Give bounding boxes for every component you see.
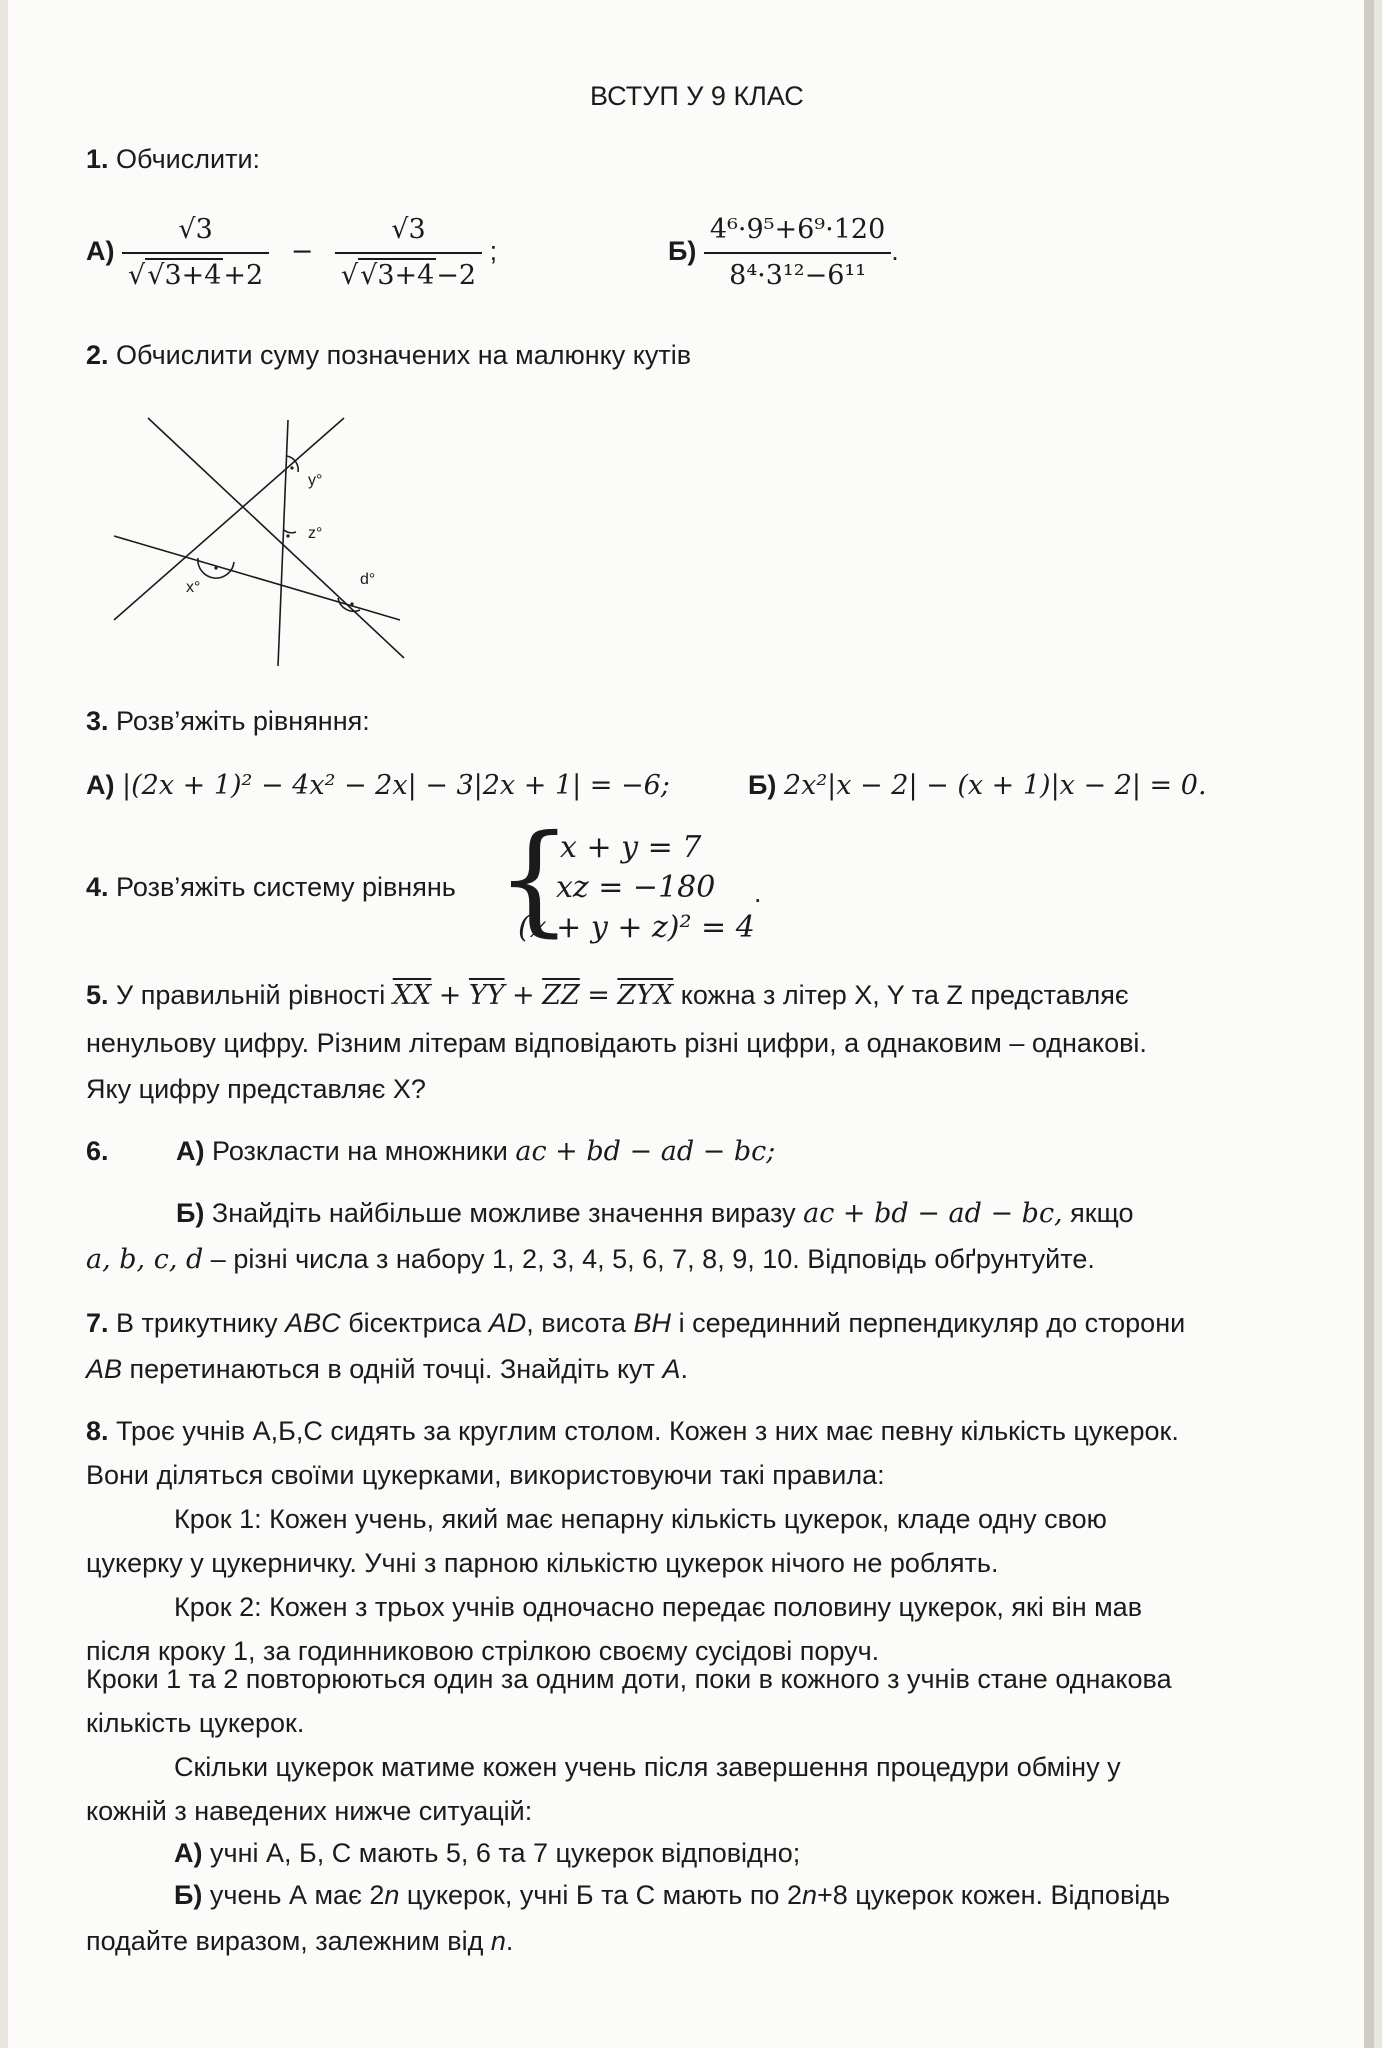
problem-number: 5. — [86, 980, 109, 1010]
subpart-label: Б) — [748, 770, 777, 800]
problem-8-step-2-line-2: після кроку 1, за годинниковою стрілкою своєму сусідові поруч. — [86, 1636, 880, 1666]
problem-4-heading — [86, 870, 456, 904]
problem-8-line-2: Вони діляться своїми цукерками, використовуючи такі правила: — [86, 1460, 885, 1490]
overline-yy: $\overline{YY}$ — [468, 980, 505, 1011]
problem-text: Розкласти на множники — [212, 1136, 508, 1166]
problem-8b-line-2 — [86, 1924, 513, 1958]
problem-text: якщо — [1070, 1198, 1134, 1228]
numerator: √3 — [335, 208, 482, 254]
angle-arc-z — [284, 530, 296, 533]
denominator: √√3+4+2 — [128, 260, 264, 291]
problem-text: учні А, Б, С мають 5, 6 та 7 цукерок відповідно; — [210, 1838, 801, 1868]
problem-3b-equation — [748, 768, 1207, 803]
triangle-name: ABC — [285, 1308, 341, 1338]
problem-text: – різні числа з набору 1, 2, 3, 4, 5, 6, 7, 8, 9, 10. Відповідь обґрунтуйте. — [210, 1244, 1095, 1274]
problem-8a — [174, 1836, 800, 1870]
fraction-1 — [122, 208, 269, 298]
angle-label-x: x° — [186, 579, 201, 596]
problem-text: Знайдіть найбільше можливе значення виразу — [211, 1198, 796, 1228]
problem-text: Розв’яжіть рівняння: — [116, 706, 370, 736]
problem-text: Обчислити: — [116, 144, 261, 174]
angle-name: A — [662, 1354, 681, 1384]
problem-number: 4. — [86, 872, 109, 902]
system-end-period: . — [754, 878, 762, 908]
problem-text: цукерок, учні Б та С мають по 2 — [406, 1880, 802, 1910]
problem-7-line-2 — [86, 1352, 688, 1386]
subpart-label: А) — [86, 770, 115, 800]
problem-5-line-2: ненульову цифру. Різним літерам відповідають різні цифри, а однаковим – однакові. — [86, 1028, 1147, 1058]
page-title: ВСТУП У 9 КЛАС — [590, 81, 804, 111]
numerator: 4⁶·9⁵+6⁹·120 — [704, 208, 891, 254]
problem-number: 7. — [86, 1308, 109, 1338]
problem-5-line-1 — [86, 978, 1129, 1013]
angle-dot-y — [290, 466, 293, 469]
problem-number: 3. — [86, 706, 109, 736]
problem-3-heading — [86, 704, 370, 738]
problem-text: В трикутнику — [116, 1308, 278, 1338]
problem-8-step-2-line-1: Крок 2: Кожен з трьох учнів одночасно передає половину цукерок, які він мав — [174, 1592, 1143, 1622]
variable-n: n — [384, 1880, 400, 1910]
plus-sign: + — [438, 980, 462, 1011]
denominator: √√3+4−2 — [340, 260, 477, 291]
minus-sign: − — [290, 236, 314, 268]
problem-text: Обчислити суму позначених на малюнку кутів — [116, 340, 692, 370]
denominator: 8⁴·3¹²−6¹¹ — [729, 260, 867, 291]
problem-text: +8 цукерок кожен. Відповідь — [817, 1880, 1171, 1910]
problem-1a-expression — [86, 208, 497, 298]
problem-text: перетинаються в одній точці. Знайдіть кут — [129, 1354, 655, 1384]
angle-label-y: y° — [308, 472, 323, 489]
subpart-label: Б) — [668, 236, 697, 267]
expression: ac + bd − ad − bc; — [515, 1136, 776, 1167]
problem-8-step-1-line-1: Крок 1: Кожен учень, який має непарну кількість цукерок, кладе одну свою — [174, 1504, 1107, 1534]
numerator: √3 — [122, 208, 269, 254]
semicolon: ; — [489, 236, 498, 267]
period: . — [505, 1926, 514, 1956]
problem-8-repeat-line-1: Кроки 1 та 2 повторюються один за одним доти, поки в кожного з учнів стане однакова — [86, 1664, 1172, 1694]
line-diagonal-1 — [148, 418, 404, 658]
overline-zyx: $\overline{ZYX}$ — [617, 980, 674, 1011]
angle-dot-d — [350, 602, 353, 605]
period: . — [891, 236, 899, 267]
problem-5-line-3: Яку цифру представляє X? — [86, 1074, 426, 1104]
overline-zz: $\overline{ZZ}$ — [542, 980, 580, 1011]
problem-1b-expression — [668, 208, 899, 298]
line-vertical — [278, 420, 288, 666]
variable-n: n — [490, 1926, 506, 1956]
problem-text: У правильній рівності — [116, 980, 386, 1010]
system-equation-1: x + y = 7 — [560, 830, 702, 865]
root-content: √3+4 — [147, 260, 222, 291]
line-diagonal-2 — [114, 418, 344, 620]
segment-bh: BH — [633, 1308, 672, 1338]
document-page — [8, 0, 1374, 2048]
problem-7-line-1 — [86, 1306, 1185, 1340]
problem-text: Троє учнів А,Б,С сидять за круглим столом. Кожен з них має певну кількість цукерок. — [116, 1416, 1179, 1446]
system-equation-3: (x + y + z)² = 4 — [518, 910, 755, 945]
plus-sign: + — [512, 980, 535, 1011]
problem-text: кожна з літер X, Y та Z представляє — [680, 980, 1129, 1010]
segment-ab: AB — [86, 1354, 123, 1384]
problem-number: 8. — [86, 1416, 109, 1446]
problem-text: бісектриса — [348, 1308, 482, 1338]
equation: 2x²|x − 2| − (x + 1)|x − 2| = 0. — [783, 770, 1207, 801]
problem-text: , висота — [526, 1308, 627, 1338]
variable-n: n — [801, 1880, 817, 1910]
overline-xx: $\overline{XX}$ — [392, 980, 432, 1011]
equation: |(2x + 1)² − 4x² − 2x| − 3|2x + 1| = −6; — [122, 770, 670, 801]
problem-8-line-1 — [86, 1414, 1179, 1448]
page-edge-shadow — [1364, 0, 1374, 2048]
fraction-2 — [335, 208, 482, 298]
fraction — [704, 208, 891, 298]
problem-text: учень А має 2 — [209, 1880, 385, 1910]
problem-8b-line-1 — [174, 1878, 1170, 1912]
problem-3a-equation — [86, 768, 670, 803]
problem-8-repeat-line-2: кількість цукерок. — [86, 1708, 305, 1738]
subpart-label: Б) — [174, 1880, 203, 1910]
denominator-tail: −2 — [436, 260, 477, 291]
angle-label-d: d° — [360, 571, 376, 588]
angle-dot-z — [286, 534, 289, 537]
denominator-tail: +2 — [223, 260, 264, 291]
problem-8-question-line-1: Скільки цукерок матиме кожен учень після завершення процедури обміну у — [174, 1752, 1121, 1782]
expression: ac + bd − ad − bc, — [803, 1198, 1063, 1229]
problem-6a — [176, 1134, 775, 1169]
problem-text: Розв’яжіть систему рівнянь — [116, 872, 456, 902]
line-horizontal — [114, 536, 400, 620]
system-equation-2: xz = −180 — [556, 870, 716, 905]
problem-number: 6. — [86, 1136, 109, 1166]
problem-number: 1. — [86, 144, 109, 174]
problem-2-heading — [86, 338, 691, 372]
problem-6b-line-2 — [86, 1242, 1095, 1277]
angles-figure — [108, 410, 418, 670]
problem-8-step-1-line-2: цукерку у цукерничку. Учні з парною кількістю цукерок нічого не роблять. — [86, 1548, 999, 1578]
subpart-label: Б) — [176, 1198, 205, 1228]
system-brace: { — [496, 810, 573, 949]
variables: a, b, c, d — [86, 1244, 204, 1275]
segment-ad: AD — [488, 1308, 527, 1338]
subpart-label: А) — [86, 236, 115, 267]
problem-text: подайте виразом, залежним від — [86, 1926, 484, 1956]
problem-1-heading — [86, 142, 260, 176]
subpart-label: А) — [174, 1838, 203, 1868]
root-content: √3+4 — [360, 260, 435, 291]
angle-label-z: z° — [308, 525, 323, 542]
problem-8-question-line-2: кожній з наведених нижче ситуацій: — [86, 1796, 533, 1826]
period: . — [680, 1354, 688, 1384]
angle-dot-x — [214, 566, 217, 569]
problem-6b-line-1 — [176, 1196, 1134, 1231]
problem-number: 2. — [86, 340, 109, 370]
subpart-label: А) — [176, 1136, 205, 1166]
problem-text: і серединний перпендикуляр до сторони — [678, 1308, 1186, 1338]
equals-sign: = — [587, 980, 610, 1011]
